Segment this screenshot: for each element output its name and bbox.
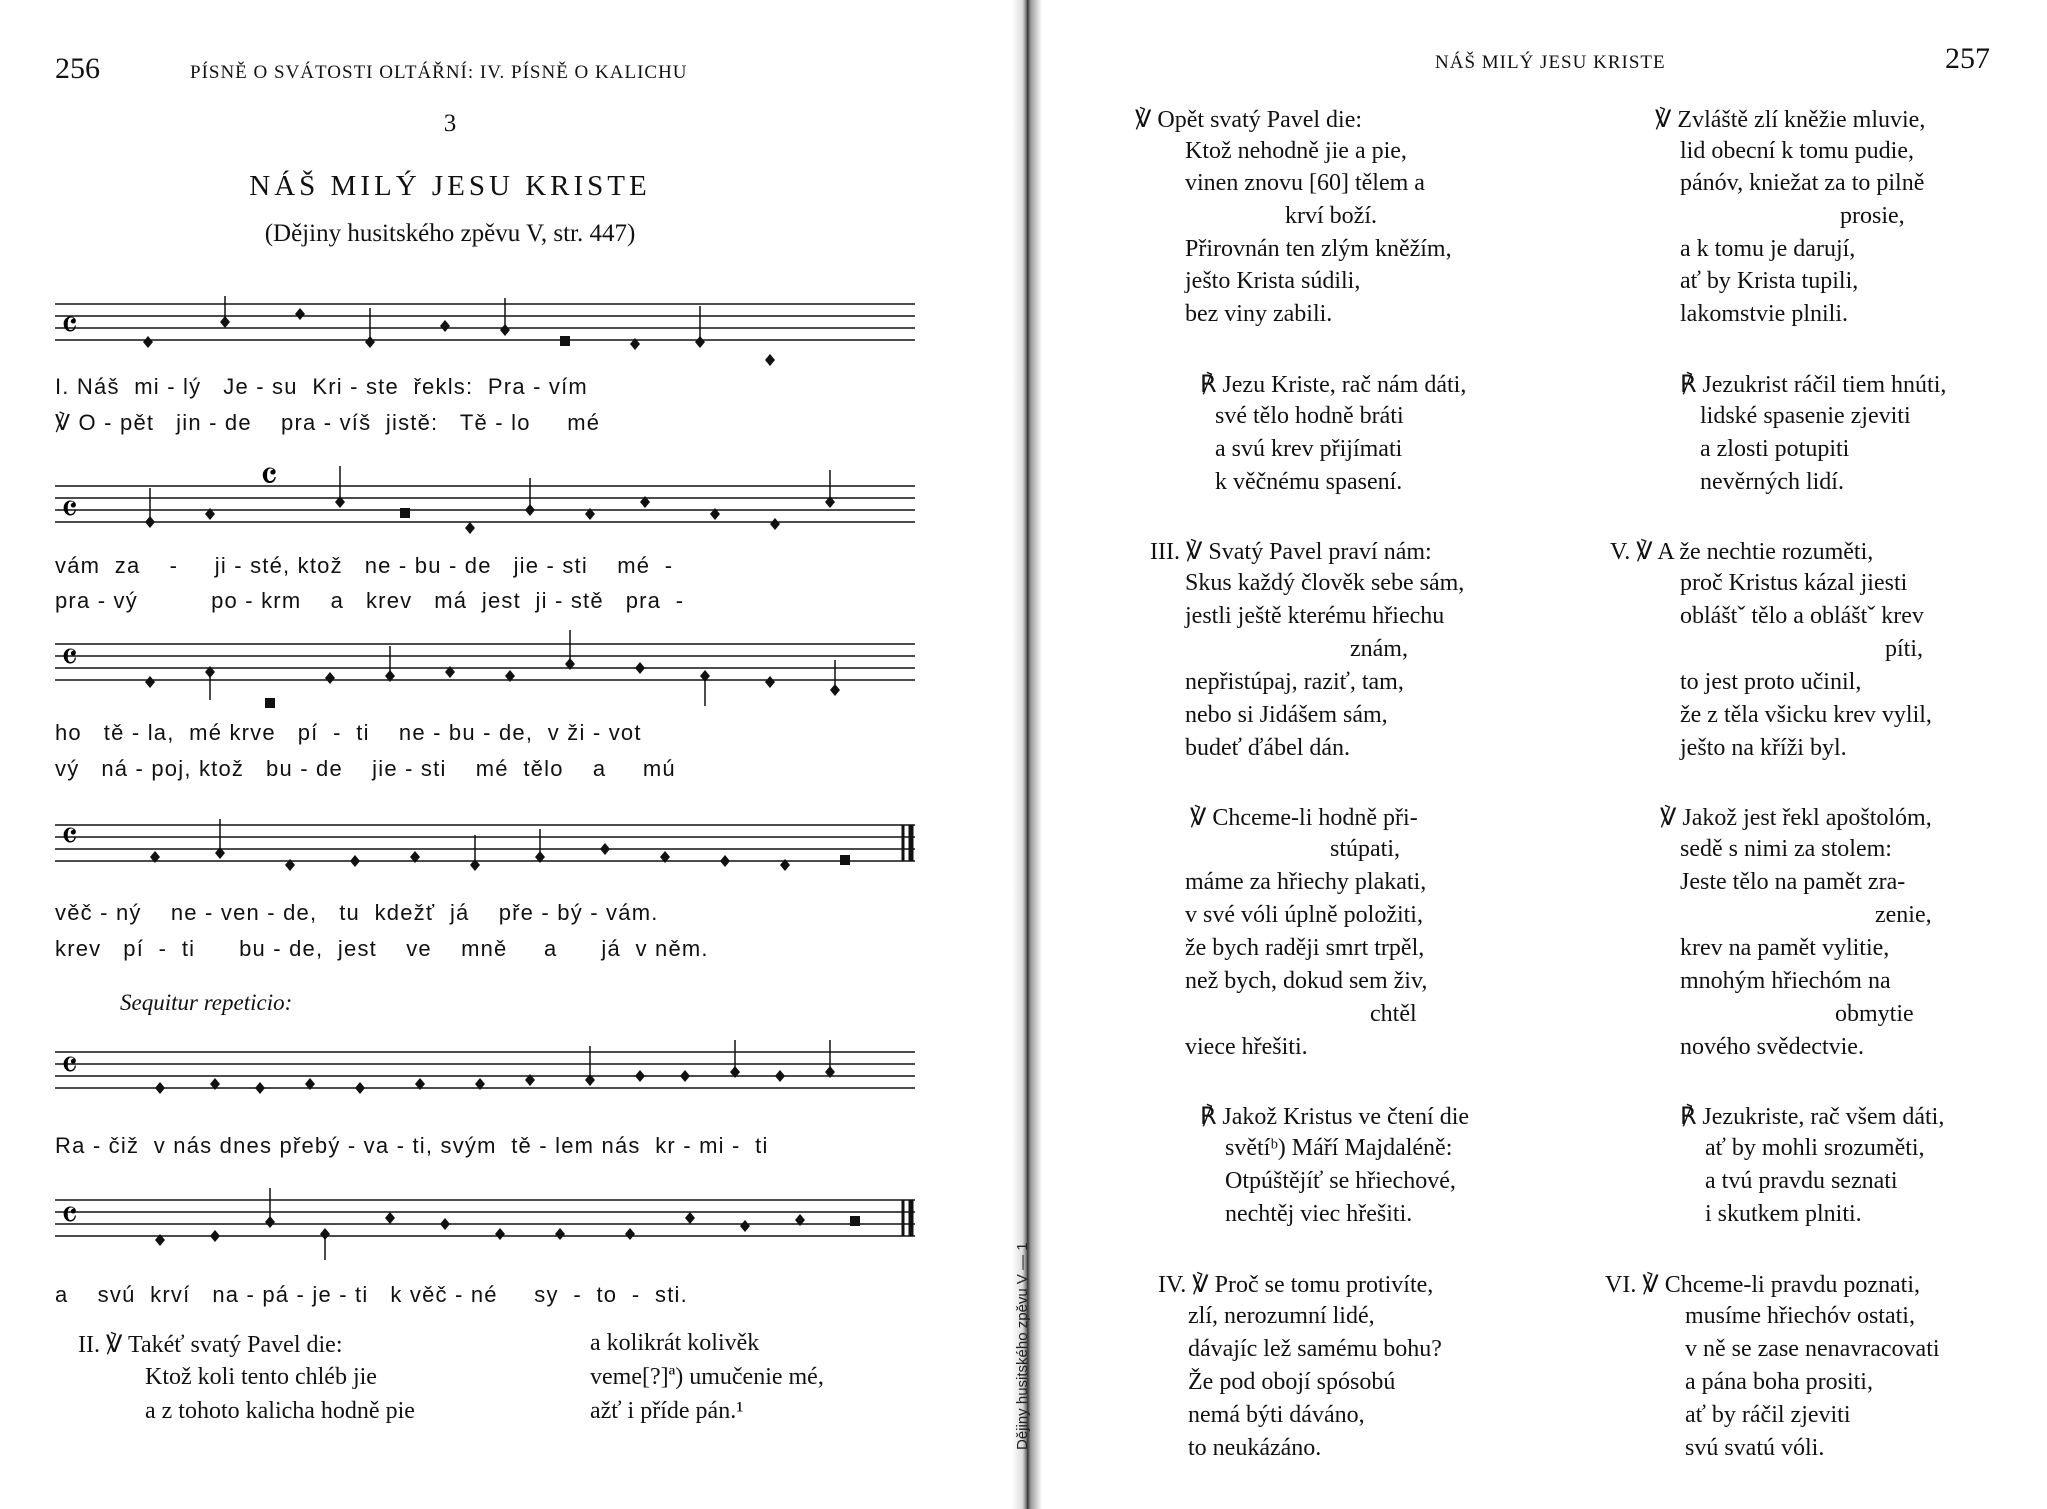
col2-line: že z těla všicku krev vylil, — [1680, 702, 1932, 728]
col1-line: že bych raději smrt trpěl, — [1185, 935, 1425, 961]
col2-line: ℣ Zvláště zlí kněžie mluvie, — [1655, 107, 1926, 133]
col1-line: viece hřešiti. — [1185, 1034, 1308, 1060]
col1-line: ℟ Jakož Kristus ve čtení die — [1200, 1104, 1470, 1130]
left-page — [0, 0, 1015, 1509]
col2-line: krev na pamět vylitie, — [1680, 935, 1890, 961]
svg-text:𝄴: 𝄴 — [61, 303, 78, 347]
svg-text:𝄴: 𝄴 — [61, 815, 78, 858]
song-source: (Dějiny husitského zpěvu V, str. 447) — [264, 220, 636, 247]
col1-line: jestli ještě kterému hřiechu — [1185, 603, 1445, 629]
lyric-line-3: vám za - ji - sté, ktož ne - bu - de jie - sti mé - — [55, 553, 674, 578]
lyric-line-4: pra - vý po - krm a krev má jest ji - stě pra - — [55, 588, 685, 613]
svg-text:𝄴: 𝄴 — [61, 1043, 78, 1087]
col1-line: ℣ Opět svatý Pavel die: — [1135, 107, 1363, 133]
col1-line: Přirovnán ten zlým kněžím, — [1185, 236, 1452, 262]
gutter-signature: Dějiny husitského zpěvu V — 1 — [1014, 1242, 1031, 1450]
col1-line: bez viny zabili. — [1185, 301, 1333, 327]
col1-line: krví boží. — [1285, 203, 1377, 229]
verse2-line-2: Ktož koli tento chléb jie — [145, 1364, 377, 1390]
col2-line: v ně se zase nenavracovati — [1685, 1336, 1940, 1362]
col2-line: musíme hřiechóv ostati, — [1685, 1303, 1915, 1329]
music-staff-5 — [55, 1030, 915, 1110]
col2-line: ℟ Jezukrist ráčil tiem hnúti, — [1680, 372, 1947, 398]
lyric-line-5: ho tě - la, mé krve pí - ti ne - bu - de, v ži - vot — [55, 720, 642, 745]
col2-line: a tvú pravdu seznati — [1705, 1168, 1898, 1194]
col2-line: nevěrných lidí. — [1700, 469, 1844, 495]
svg-text:𝄴: 𝄴 — [61, 635, 78, 679]
verse2-line-5: veme[?]ª) umučenie mé, — [590, 1364, 824, 1390]
col1-line: nepřistúpaj, raziť, tam, — [1185, 669, 1404, 695]
col2-line: proč Kristus kázal jiesti — [1680, 570, 1908, 596]
repeat-lyric-line-1: Ra - čiž v nás dnes přebý - va - ti, svým tě - lem nás kr - mi - ti — [55, 1133, 769, 1158]
col1-line: ješto Krista súdili, — [1185, 268, 1361, 294]
verse2-line-4: a kolikrát kolivěk — [590, 1330, 760, 1356]
col2-line: ℣ Jakož jest řekl apoštolóm, — [1660, 805, 1932, 831]
col2-line: pánóv, kniežat za to pilně — [1680, 170, 1925, 196]
col1-line: vinen znovu [60] tělem a — [1185, 170, 1425, 196]
col1-line: v své vóli úplně položiti, — [1185, 902, 1423, 928]
col2-line: obmytie — [1835, 1001, 1914, 1027]
col2-line: VI. ℣ Chceme-li pravdu poznati, — [1605, 1272, 1920, 1298]
col2-line: i skutkem plniti. — [1705, 1201, 1862, 1227]
col1-line: zlí, nerozumní lidé, — [1188, 1303, 1375, 1329]
col1-line: k věčnému spasení. — [1215, 469, 1403, 495]
col1-line: své tělo hodně bráti — [1215, 403, 1404, 429]
col1-line: to neukázáno. — [1188, 1435, 1322, 1461]
svg-text:𝄴: 𝄴 — [61, 1193, 78, 1237]
col1-line: dávajíc lež samému bohu? — [1188, 1336, 1442, 1362]
col1-line: nechtěj viec hřešiti. — [1225, 1201, 1413, 1227]
music-staff-2 — [55, 458, 915, 540]
col2-line: nového svědectvie. — [1680, 1034, 1864, 1060]
col1-line: Otpúštějíť se hřiechové, — [1225, 1168, 1456, 1194]
col1-line: Že pod obojí spósobú — [1188, 1369, 1396, 1395]
col2-line: ℟ Jezukriste, rač všem dáti, — [1680, 1104, 1945, 1130]
svg-text:𝄴: 𝄴 — [61, 487, 78, 531]
col1-line: ℣ Chceme-li hodně při- — [1190, 805, 1418, 831]
col2-line: prosie, — [1840, 203, 1905, 229]
col2-line: lakomstvie plnili. — [1680, 301, 1848, 327]
col2-line: obláštˇ tělo a obláštˇ krev — [1680, 603, 1924, 629]
lyric-line-8: krev pí - ti bu - de, jest ve mně a já v něm. — [55, 936, 709, 961]
col2-line: a zlosti potupiti — [1700, 436, 1850, 462]
lyric-line-7: věč - ný ne - ven - de, tu kdežť já pře - bý - vám. — [55, 900, 659, 925]
music-staff-6 — [55, 1188, 915, 1268]
col2-line: sedě s nimi za stolem: — [1680, 836, 1892, 862]
col1-line: IV. ℣ Proč se tomu protivíte, — [1158, 1272, 1434, 1298]
col1-line: a svú krev přijímati — [1215, 436, 1403, 462]
col1-line: Skus každý člověk sebe sám, — [1185, 570, 1465, 596]
song-title: NÁŠ MILÝ JESU KRISTE — [249, 170, 651, 202]
right-page — [1040, 0, 2047, 1509]
music-staff-3 — [55, 630, 915, 710]
col2-line: to jest proto učinil, — [1680, 669, 1862, 695]
col2-line: ješto na kříži byl. — [1680, 735, 1847, 761]
col2-line: a pána boha prositi, — [1685, 1369, 1873, 1395]
col1-line: stúpati, — [1330, 836, 1400, 862]
col2-line: zenie, — [1875, 902, 1932, 928]
running-head-left: PÍSNĚ O SVÁTOSTI OLTÁŘNÍ: IV. PÍSNĚ O KALICHU — [190, 62, 688, 83]
col1-line: nebo si Jidášem sám, — [1185, 702, 1388, 728]
lyric-line-2: ℣ O - pět jin - de pra - víš jistě: Tě - lo mé — [55, 410, 601, 435]
verse2-line-1: II. ℣ Takéť svatý Pavel die: — [78, 1332, 343, 1358]
col1-line: máme za hřiechy plakati, — [1185, 869, 1427, 895]
svg-text:𝄴: 𝄴 — [260, 458, 278, 500]
col1-line: ℟ Jezu Kriste, rač nám dáti, — [1200, 372, 1467, 398]
song-number: 3 — [443, 110, 457, 137]
col2-line: mnohým hřiechóm na — [1680, 968, 1891, 994]
col1-line: než bych, dokud sem živ, — [1185, 968, 1428, 994]
repeat-lyric-line-2: a svú krví na - pá - je - ti k věč - né sy - to - sti. — [55, 1282, 688, 1307]
col1-line: Ktož nehodně jie a pie, — [1185, 138, 1407, 164]
col2-line: ať by Krista tupili, — [1680, 268, 1859, 294]
sequitur-repeticio: Sequitur repeticio: — [120, 990, 293, 1015]
col1-line: budeť ďábel dán. — [1185, 735, 1351, 761]
col2-line: ať by mohli srozuměti, — [1705, 1135, 1925, 1161]
running-head-right: NÁŠ MILÝ JESU KRISTE — [1435, 52, 1666, 73]
col2-line: píti, — [1885, 636, 1924, 662]
music-staff-4 — [55, 815, 915, 881]
col1-line: znám, — [1350, 636, 1408, 662]
col2-line: lidské spasenie zjeviti — [1700, 403, 1911, 429]
lyric-line-6: vý ná - poj, ktož bu - de jie - sti mé tělo a mú — [55, 756, 676, 781]
col1-line: chtěl — [1370, 1001, 1417, 1027]
col1-line: světíᵇ) Máří Majdaléně: — [1225, 1135, 1453, 1161]
col1-line: nemá býti dáváno, — [1188, 1402, 1365, 1428]
verse2-line-3: a z tohoto kalicha hodně pie — [145, 1398, 415, 1424]
col2-line: svú svatú vóli. — [1685, 1435, 1825, 1461]
col1-line: III. ℣ Svatý Pavel praví nám: — [1150, 539, 1432, 565]
page-number-right: 257 — [1945, 42, 1990, 75]
col2-line: a k tomu je darují, — [1680, 236, 1856, 262]
lyric-line-1: I. Náš mi - lý Je - su Kri - ste řekls: Pra - vím — [55, 374, 588, 399]
col2-line: Jeste tělo na pamět zra- — [1680, 869, 1906, 895]
music-staff-1 — [55, 296, 915, 366]
page-number-left: 256 — [55, 52, 100, 85]
col2-line: V. ℣ A že nechtie rozuměti, — [1610, 539, 1874, 565]
col2-line: ať by ráčil zjeviti — [1685, 1402, 1851, 1428]
verse2-line-6: ažť i příde pán.¹ — [590, 1398, 744, 1424]
col2-line: lid obecní k tomu pudie, — [1680, 138, 1914, 164]
